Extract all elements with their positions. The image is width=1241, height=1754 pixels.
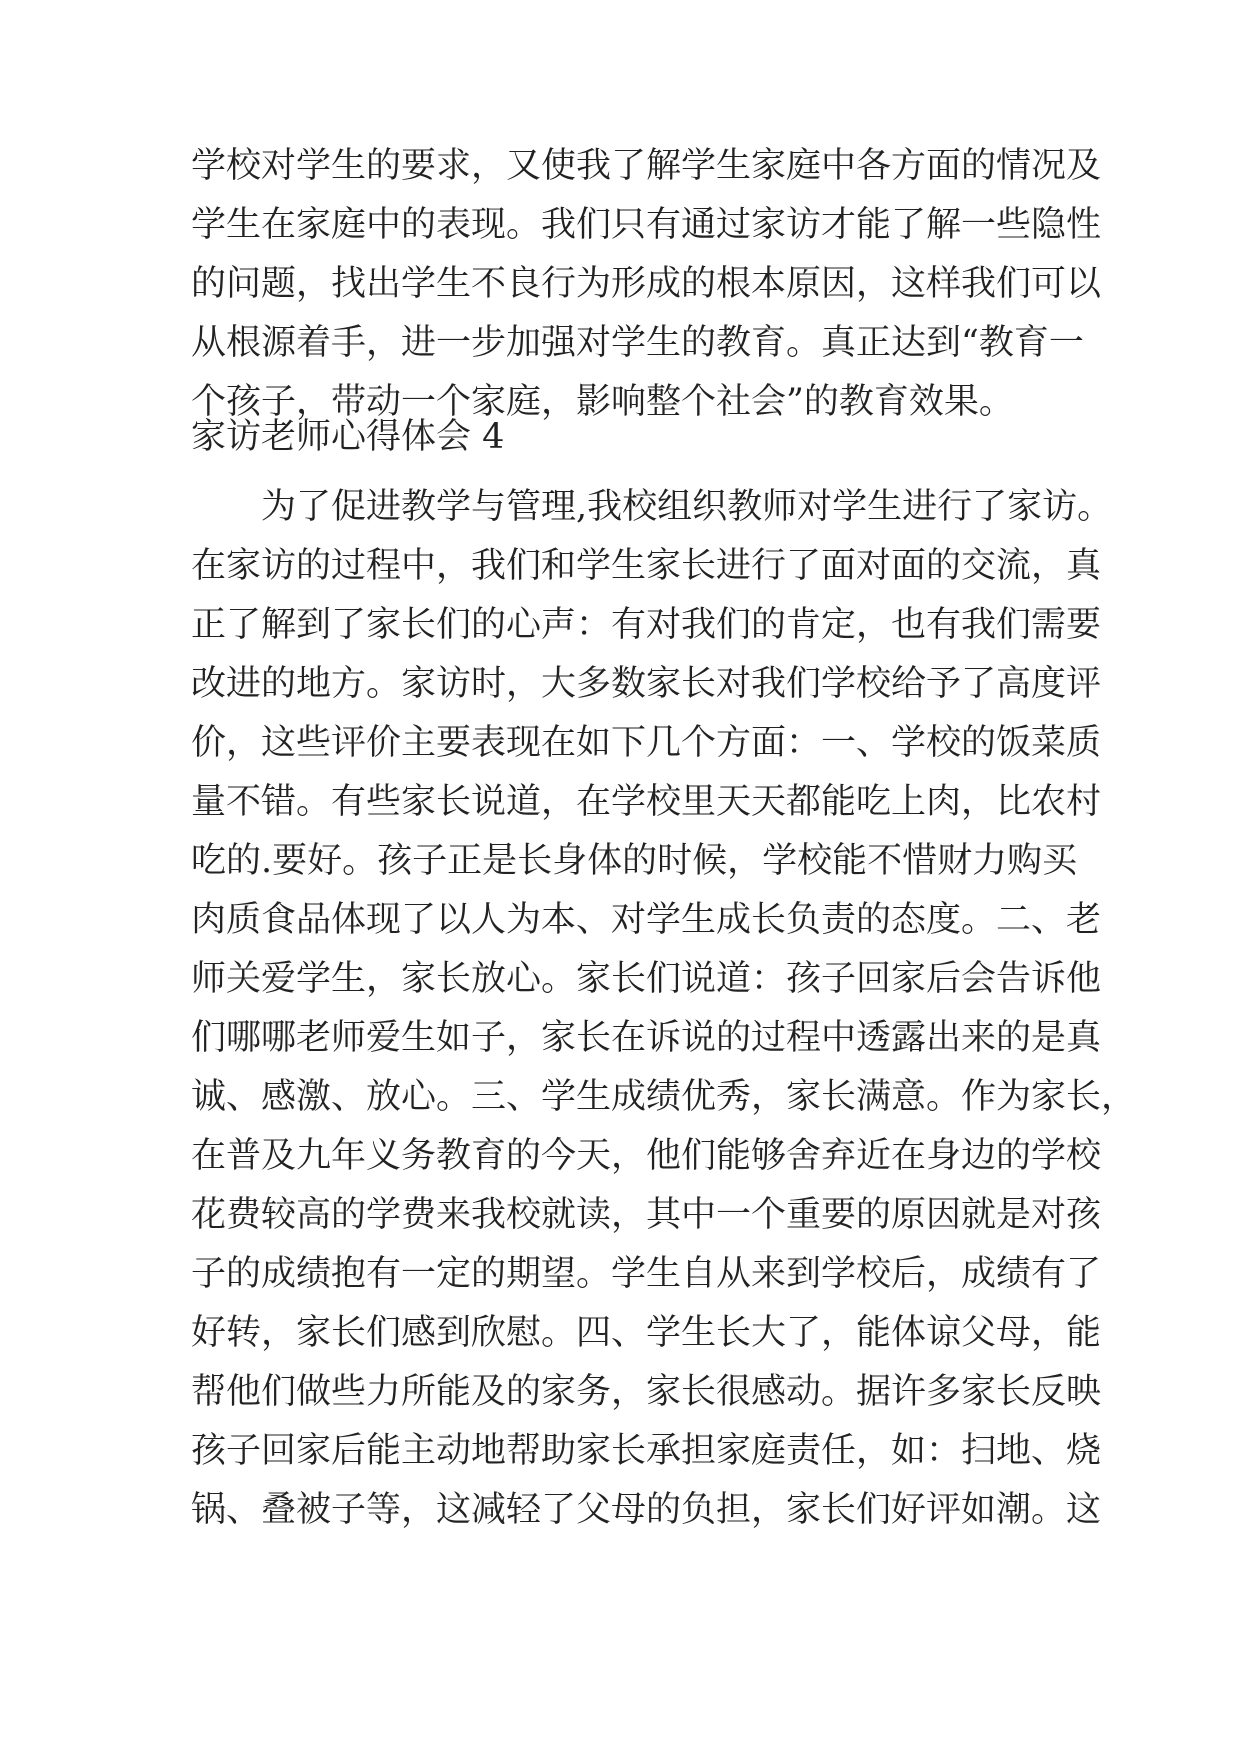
paragraph-line: 的问题，找出学生不良行为形成的根本原因，这样我们可以 [191,264,1102,304]
paragraph-line: 价，这些评价主要表现在如下几个方面：一、学校的饭菜质 [191,723,1102,763]
paragraph-line: 们哪哪老师爱生如子，家长在诉说的过程中透露出来的是真 [191,1018,1102,1058]
paragraph-line: 从根源着手，进一步加强对学生的教育。真正达到“教育一 [191,323,1084,363]
paragraph-line: 在普及九年义务教育的今天，他们能够舍弃近在身边的学校 [191,1136,1102,1176]
paragraph-line: 个孩子，带动一个家庭，影响整个社会”的教育效果。 [191,382,1014,422]
paragraph-line: 子的成绩抱有一定的期望。学生自从来到学校后，成绩有了 [191,1254,1102,1294]
paragraph-line: 好转，家长们感到欣慰。四、学生长大了，能体谅父母，能 [191,1313,1102,1353]
paragraph-line: 肉质食品体现了以人为本、对学生成长负责的态度。二、老 [191,900,1102,940]
paragraph-line: 学校对学生的要求，又使我了解学生家庭中各方面的情况及 [191,146,1102,186]
paragraph-line: 师关爱学生，家长放心。家长们说道：孩子回家后会告诉他 [191,959,1102,999]
paragraph-line: 锅、叠被子等，这减轻了父母的负担，家长们好评如潮。这 [191,1490,1102,1530]
paragraph-line: 帮他们做些力所能及的家务，家长很感动。据许多家长反映 [191,1372,1102,1412]
paragraph-line: 花费较高的学费来我校就读，其中一个重要的原因就是对孩 [191,1195,1102,1235]
paragraph-line: 正了解到了家长们的心声：有对我们的肯定，也有我们需要 [191,605,1102,645]
paragraph-line: 改进的地方。家访时，大多数家长对我们学校给予了高度评 [191,664,1102,704]
paragraph-line: 为了促进教学与管理,我校组织教师对学生进行了家访。 [261,487,1113,527]
paragraph-line: 孩子回家后能主动地帮助家长承担家庭责任，如：扫地、烧 [191,1431,1102,1471]
section-title: 家访老师心得体会 4 [191,417,505,457]
body-paragraph [191,478,1137,1540]
paragraph-line: 学生在家庭中的表现。我们只有通过家访才能了解一些隐性 [191,205,1102,245]
paragraph-line: 在家访的过程中，我们和学生家长进行了面对面的交流，真 [191,546,1102,586]
paragraph-line: 吃的.要好。孩子正是长身体的时候，学校能不惜财力购买 [191,841,1078,881]
paragraph-line: 量不错。有些家长说道，在学校里天天都能吃上肉，比农村 [191,782,1102,822]
paragraph-line: 诚、感激、放心。三、学生成绩优秀，家长满意。作为家长， [191,1077,1137,1117]
intro-paragraph [191,137,1102,432]
